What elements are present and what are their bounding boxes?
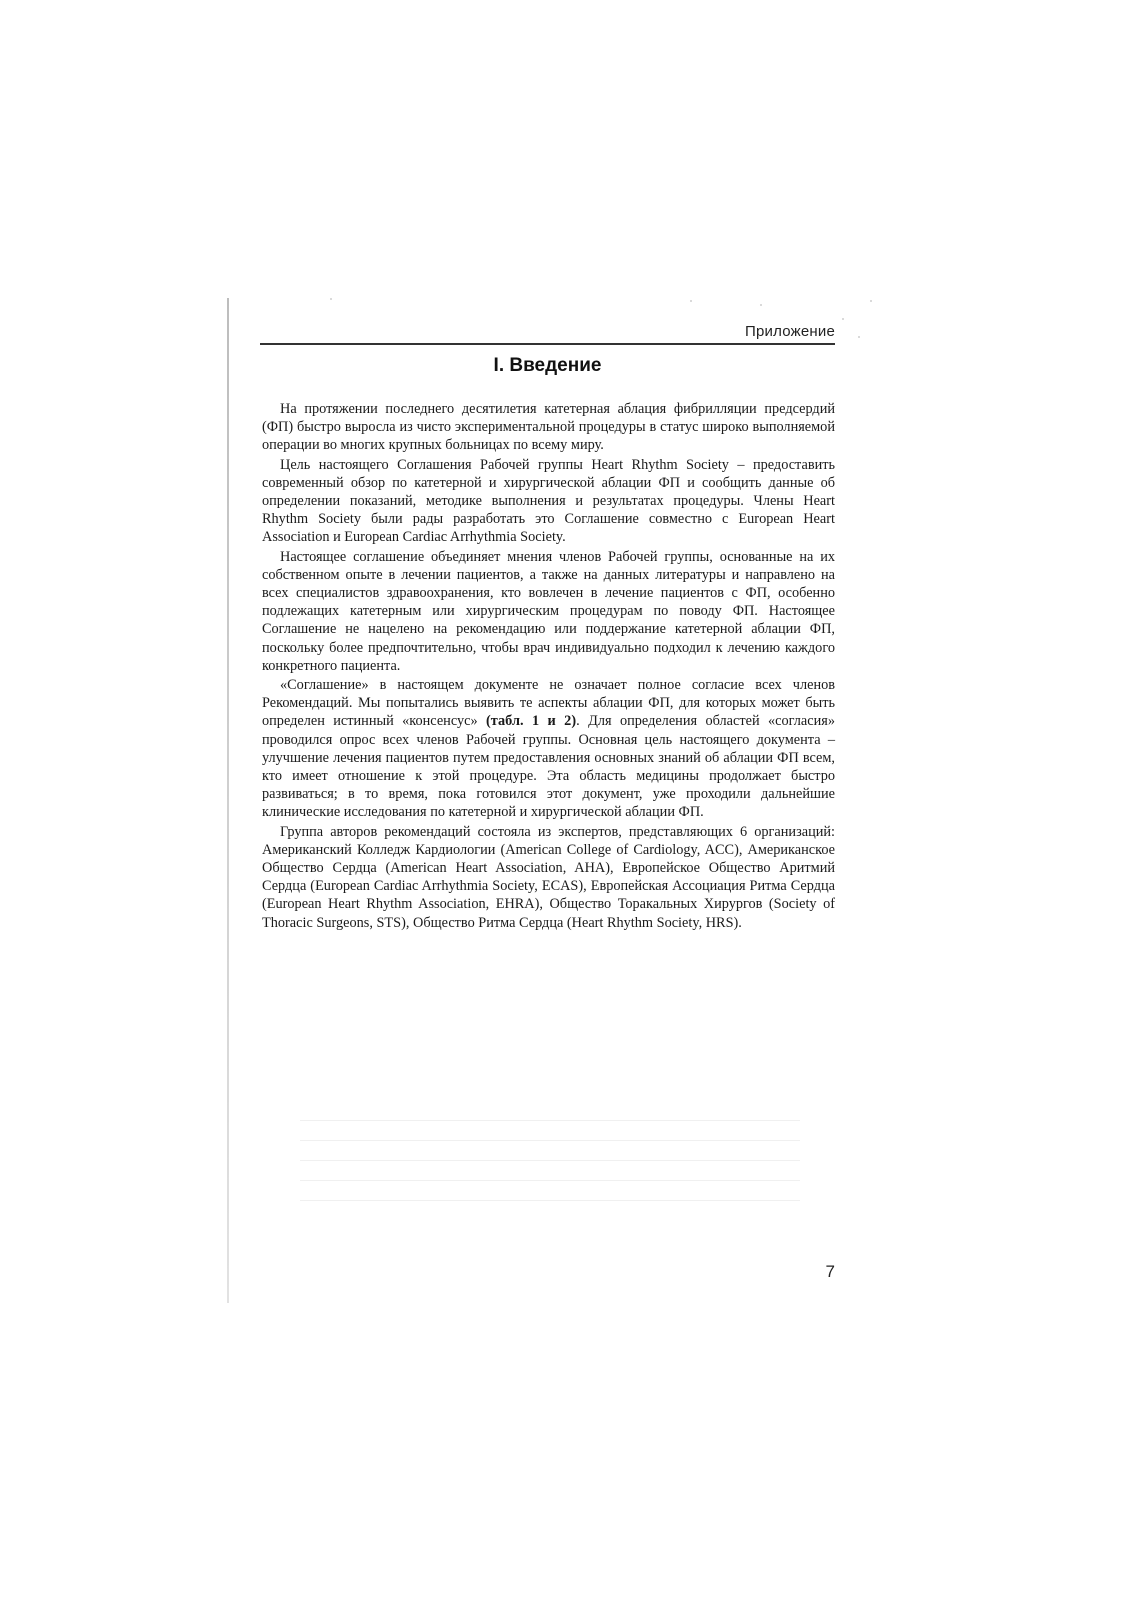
paragraph-4-text-b: . Для определения областей «согласия» проводился опрос всех членов Рабочей группы. Основная цель настоящего документа – улучшение лечения пациентов путем предоставления основных знаний об аблации ФП всем, кто имеет отношение к этой процедуре. Эта область медицины продолжает быстро развиваться; в то время, пока готовился этот документ, уже проходили дальнейшие клинические исследования по катетерной и хирургической аблации ФП. [262, 713, 835, 821]
paragraph-5: Группа авторов рекомендаций состояла из экспертов, представляющих 6 организаций: Американский Колледж Кардиологии (American College of Cardiology, ACC), Американское Общество Сердца (American Heart Association, AHA), Европейское Общество Аритмий Сердца (European Cardiac Arrhythmia Society, ECAS), Европейская Ассоциация Ритма Сердца (European Heart Rhythm Association, EHRA), Общество Торакальных Хирургов (Society of Thoracic Surgeons, STS), Общество Ритма Сердца (Heart Rhythm Society, HRS). [262, 823, 835, 931]
paragraph-4-text-a: «Соглашение» в настоящем документе не означает полное согласие всех членов Рекомендаций. Мы попытались выявить те аспекты аблации ФП, для которых может быть определен истинный «консенсус» [262, 677, 835, 730]
scan-binding-edge [227, 298, 229, 1303]
scan-speck [870, 300, 872, 302]
scan-speck [842, 318, 844, 320]
bleed-through-line [300, 1140, 800, 1141]
page-number: 7 [825, 1262, 835, 1281]
paragraph-4 [262, 676, 835, 822]
bleed-through-line [300, 1120, 800, 1121]
scan-speck [690, 300, 692, 302]
bleed-through-line [300, 1160, 800, 1161]
scan-speck [858, 336, 860, 338]
header-rule [260, 343, 835, 345]
paragraph-1: На протяжении последнего десятилетия катетерная аблация фибрилляции предсердий (ФП) быстро выросла из чисто экспериментальной процедуры в статус широко выполняемой операции во многих крупных больницах по всему миру. [262, 401, 835, 454]
body-text [262, 400, 835, 933]
paragraph-3: Настоящее соглашение объединяет мнения членов Рабочей группы, основанные на их собственном опыте в лечении пациентов, а также на данных литературы и направлено на всех специалистов здравоохранения, кто вовлечен в лечение пациентов с ФП, особенно подлежащих катетерным или хирургическим процедурам по поводу ФП. Настоящее Соглашение не нацелено на рекомендацию или поддержание катетерной аблации ФП, поскольку более предпочтительно, чтобы врач индивидуально подходил к лечению каждого конкретного пациента. [262, 548, 835, 674]
table-reference: (табл. 1 и 2) [486, 713, 577, 730]
bleed-through-line [300, 1200, 800, 1201]
bleed-through-line [300, 1180, 800, 1181]
scan-speck [760, 304, 762, 306]
scan-speck [330, 298, 332, 300]
running-header: Приложение [745, 323, 835, 340]
section-title: I. Введение [493, 355, 602, 376]
paragraph-2: Цель настоящего Соглашения Рабочей группы Heart Rhythm Society – предоставить современный обзор по катетерной и хирургической аблации ФП и сообщить данные об определении показаний, методике выполнения и результатах процедуры. Члены Heart Rhythm Society были рады разработать это Соглашение совместно с European Heart Association и European Cardiac Arrhythmia Society. [262, 456, 835, 546]
